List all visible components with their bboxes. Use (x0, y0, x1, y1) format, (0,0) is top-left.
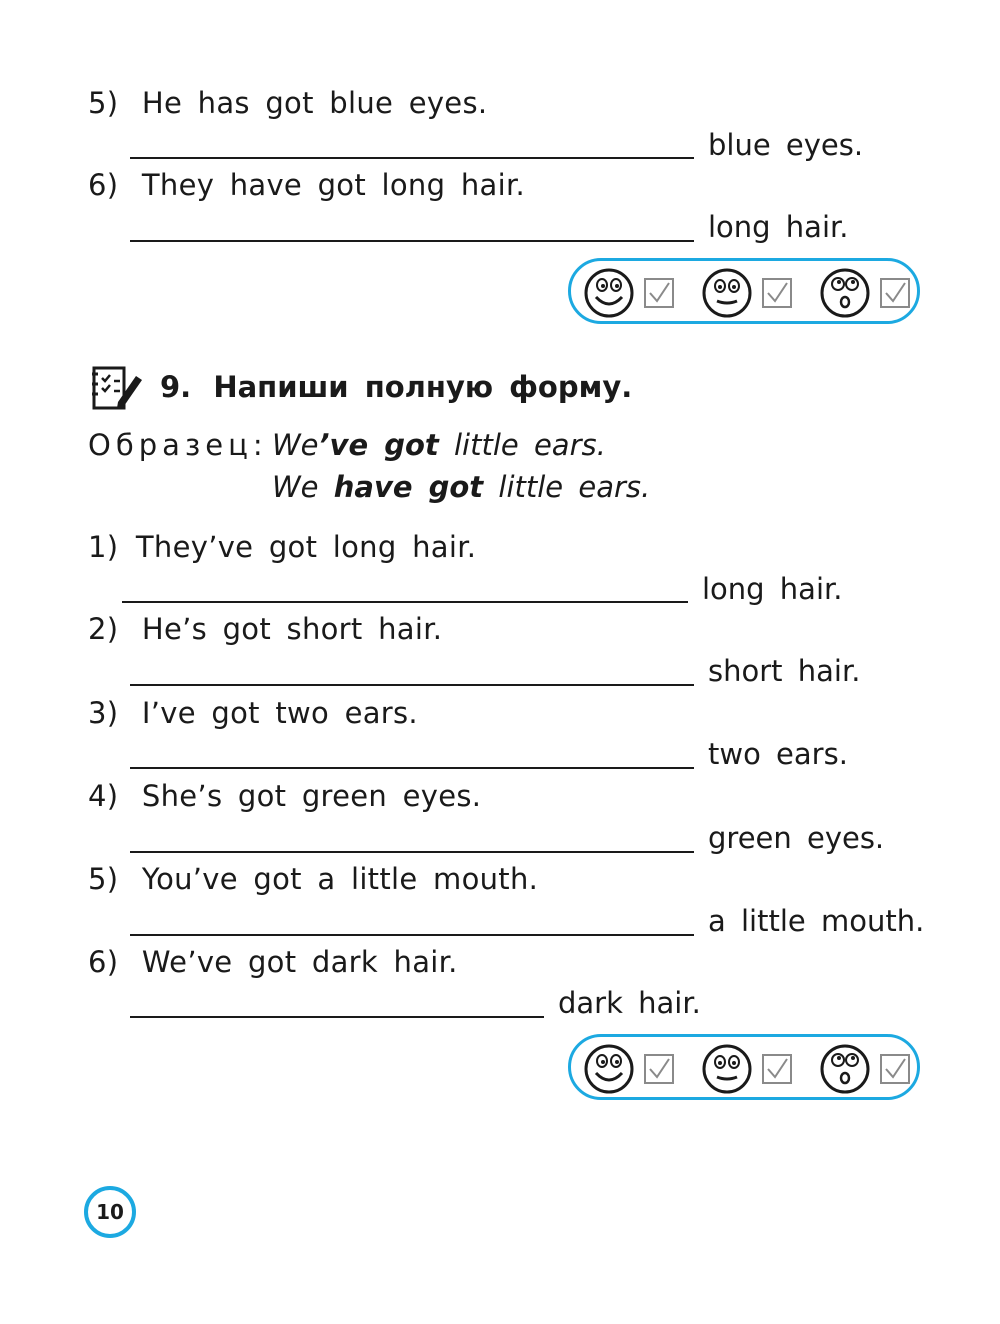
item-sentence: She’s got green eyes. (141, 779, 482, 813)
checkbox-icon[interactable] (879, 277, 911, 309)
answer-blank[interactable] (122, 601, 688, 603)
sample-label: Образец: (88, 428, 268, 462)
answer-blank[interactable] (130, 934, 694, 936)
item-sentence: We’ve got dark hair. (141, 945, 458, 979)
worried-face-icon (819, 1043, 871, 1095)
exercise-number: 9. (160, 370, 192, 404)
answer-tail: short hair. (708, 654, 861, 688)
answer-blank[interactable] (130, 684, 694, 686)
item-top-6 (88, 168, 525, 202)
sample-line-2: We have got little ears. (272, 470, 651, 504)
checkbox-icon[interactable] (761, 1053, 793, 1085)
item-sentence: He has got blue eyes. (141, 86, 488, 120)
checkbox-icon[interactable] (879, 1053, 911, 1085)
item-sentence: You’ve got a little mouth. (141, 862, 539, 896)
answer-tail: long hair. (708, 210, 849, 244)
answer-blank[interactable] (130, 851, 694, 853)
worried-face-icon (819, 267, 871, 319)
item-sentence: They have got long hair. (141, 168, 526, 202)
item-sentence: He’s got short hair. (141, 612, 443, 646)
item-3: 3) I’ve got two ears. (88, 696, 418, 730)
answer-tail: a little mouth. (708, 904, 925, 938)
neutral-face-icon (701, 267, 753, 319)
answer-blank[interactable] (130, 767, 694, 769)
answer-blank[interactable] (130, 1016, 544, 1018)
self-check-panel (568, 258, 920, 324)
item-sentence: I’ve got two ears. (141, 696, 418, 730)
happy-face-icon (583, 1043, 635, 1095)
self-check-panel (568, 1034, 920, 1100)
checkbox-icon[interactable] (643, 277, 675, 309)
answer-blank[interactable] (130, 157, 694, 159)
item-1: 1) They’ve got long hair. (88, 530, 477, 564)
checkbox-icon[interactable] (643, 1053, 675, 1085)
answer-tail: two ears. (708, 737, 848, 771)
page-number: 10 (84, 1186, 136, 1238)
answer-tail: dark hair. (558, 986, 701, 1020)
item-number: 6) (88, 168, 119, 202)
item-5: 5) You’ve got a little mouth. (88, 862, 539, 896)
neutral-face-icon (701, 1043, 753, 1095)
item-top-5 (88, 86, 487, 120)
item-sentence: They’ve got long hair. (135, 530, 477, 564)
exercise-instruction: Напиши полную форму. (213, 370, 633, 404)
answer-blank[interactable] (130, 240, 694, 242)
answer-tail: long hair. (702, 572, 843, 606)
item-6: 6) We’ve got dark hair. (88, 945, 458, 979)
exercise-title (160, 370, 632, 404)
sample-line-1: We’ve got little ears. (272, 428, 606, 462)
answer-tail: blue eyes. (708, 128, 864, 162)
item-2: 2) He’s got short hair. (88, 612, 443, 646)
answer-tail: green eyes. (708, 821, 885, 855)
item-4: 4) She’s got green eyes. (88, 779, 482, 813)
happy-face-icon (583, 267, 635, 319)
item-number: 5) (88, 86, 119, 120)
checkbox-icon[interactable] (761, 277, 793, 309)
notepad-pencil-icon (88, 362, 144, 414)
